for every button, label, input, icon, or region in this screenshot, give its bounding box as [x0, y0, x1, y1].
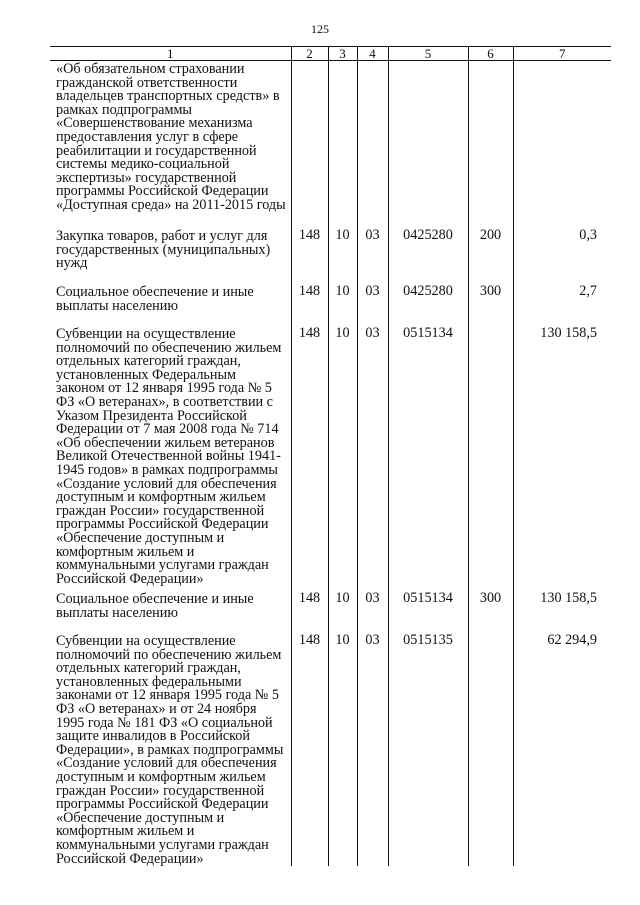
cell-subsection-code: 03 [357, 631, 388, 866]
cell-section-code: 10 [328, 324, 357, 589]
cell-expense-type [468, 324, 513, 589]
cell-expense-type [468, 631, 513, 866]
row-description: Закупка товаров, работ и услуг для государственных (муниципальных) нужд [56, 228, 271, 272]
column-header: 7 [513, 47, 611, 61]
row-description: Субвенции на осуществление полномочий по обеспечению жильем отдельных категорий граждан, установленных федеральными законами от 12 января 1995 года № 5 ФЗ «О ветеранах» и от 24 ноября 1995 года № 181 ФЗ «О социальной защите инвалидов в Российской Федерации», в рамках подпрограммы «Создание условий для обеспечения доступным и комфортным жильем граждан России» государственной программы Российской Федерации «Обеспечение доступным и комфортным жильем и коммунальными услугами граждан Российской Федерации» [56, 633, 284, 867]
table-row [50, 631, 611, 866]
cell-ministry-code: 148 [291, 631, 328, 866]
cell-section-code [328, 61, 357, 227]
column-header: 4 [357, 47, 388, 61]
cell-target-code: 0515134 [388, 589, 468, 631]
table-row [50, 61, 611, 227]
cell-amount: 62 294,9 [513, 631, 611, 866]
cell-section-code: 10 [328, 282, 357, 324]
cell-target-code: 0425280 [388, 226, 468, 282]
table-row [50, 589, 611, 631]
cell-target-code: 0425280 [388, 282, 468, 324]
table-row [50, 226, 611, 282]
column-header: 5 [388, 47, 468, 61]
row-description: Субвенции на осуществление полномочий по обеспечению жильем отдельных категорий граждан, установленных Федеральным законом от 12 января 1995 года № 5 ФЗ «О ветеранах», в соответствии с Указом Президента Российской Федерации от 7 мая 2008 года № 714 «Об обеспечении жильем ветеранов Великой Отечественной войны 1941-1945 годов» в рамках подпрограммы «Создание условий для обеспечения доступным и комфортным жильем граждан России» государственной программы Российской Федерации «Обеспечение доступным и комфортным жильем и коммунальными услугами граждан Российской Федерации» [56, 326, 282, 587]
cell-ministry-code: 148 [291, 282, 328, 324]
cell-expense-type: 300 [468, 282, 513, 324]
cell-amount: 130 158,5 [513, 589, 611, 631]
cell-section-code: 10 [328, 589, 357, 631]
cell-amount [513, 61, 611, 227]
row-description: Социальное обеспечение и иные выплаты населению [56, 284, 254, 314]
cell-section-code: 10 [328, 631, 357, 866]
column-header: 3 [328, 47, 357, 61]
cell-ministry-code [291, 61, 328, 227]
cell-expense-type: 200 [468, 226, 513, 282]
budget-table [50, 46, 611, 866]
table-row [50, 324, 611, 589]
cell-subsection-code [357, 61, 388, 227]
cell-amount: 2,7 [513, 282, 611, 324]
column-header: 2 [291, 47, 328, 61]
table-row [50, 282, 611, 324]
cell-subsection-code: 03 [357, 324, 388, 589]
cell-target-code [388, 61, 468, 227]
cell-ministry-code: 148 [291, 324, 328, 589]
row-description: «Об обязательном страховании гражданской ответственности владельцев транспортных средств» в рамках подпрограммы «Совершенствование механизма предоставления услуг в сфере реабилитации и государственной системы медико-социальной экспертизы» государственной программы Российской Федерации «Доступная среда» на 2011-2015 годы [56, 61, 286, 213]
cell-amount: 0,3 [513, 226, 611, 282]
column-header: 6 [468, 47, 513, 61]
cell-amount: 130 158,5 [513, 324, 611, 589]
cell-ministry-code: 148 [291, 589, 328, 631]
cell-target-code: 0515134 [388, 324, 468, 589]
cell-expense-type [468, 61, 513, 227]
page-number: 125 [311, 22, 329, 36]
cell-section-code: 10 [328, 226, 357, 282]
column-numbers-row [50, 47, 611, 61]
cell-target-code: 0515135 [388, 631, 468, 866]
cell-expense-type: 300 [468, 589, 513, 631]
cell-subsection-code: 03 [357, 226, 388, 282]
cell-subsection-code: 03 [357, 282, 388, 324]
row-description: Социальное обеспечение и иные выплаты населению [56, 591, 254, 621]
cell-subsection-code: 03 [357, 589, 388, 631]
cell-ministry-code: 148 [291, 226, 328, 282]
column-header: 1 [50, 47, 291, 61]
